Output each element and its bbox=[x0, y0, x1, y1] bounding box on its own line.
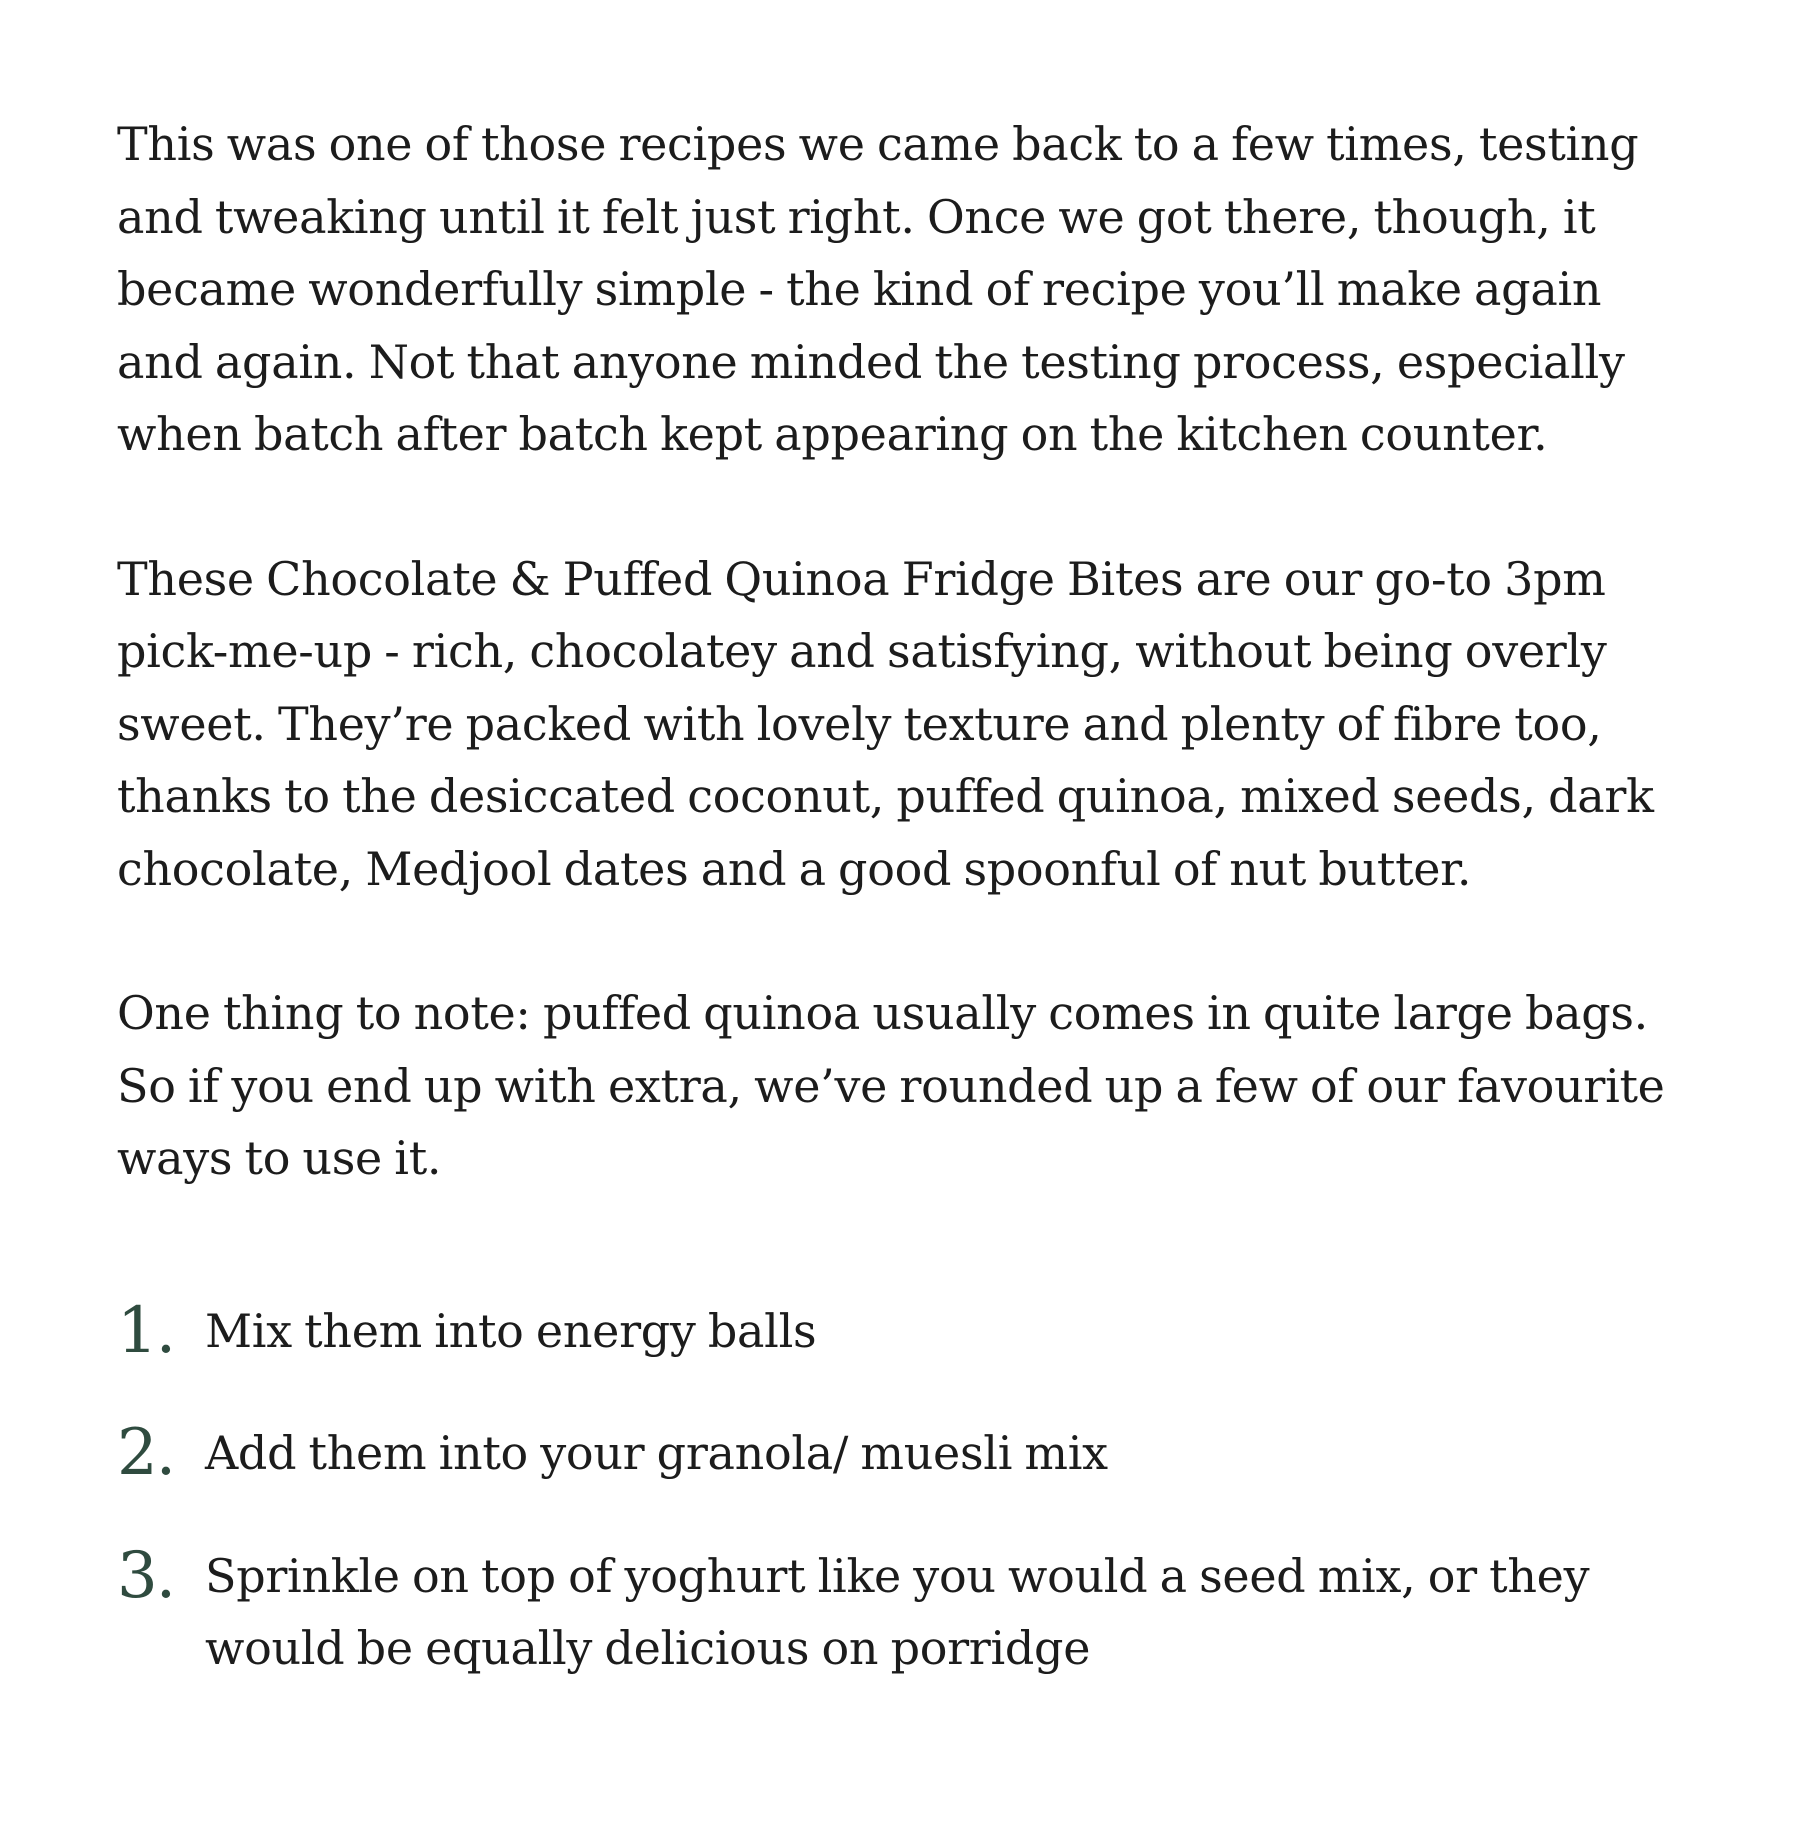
list-number: 3. bbox=[117, 1538, 175, 1613]
list-item-text: Mix them into energy balls bbox=[205, 1303, 817, 1358]
article-body bbox=[117, 108, 1677, 1735]
list-item bbox=[117, 1540, 1677, 1685]
list-item bbox=[117, 1417, 1677, 1490]
description-paragraph: These Chocolate & Puffed Quinoa Fridge Bites are our go-to 3pm pick-me-up - rich, chocolatey and satisfying, without being overly sweet. They’re packed with lovely texture and plenty of fibre too, thanks to the desiccated coconut, puffed quinoa, mixed seeds, dark chocolate, Medjool dates and a good spoonful of nut butter. bbox=[117, 551, 1654, 896]
list-item bbox=[117, 1295, 1677, 1368]
quinoa-uses-list bbox=[117, 1295, 1677, 1685]
intro-paragraph: This was one of those recipes we came back to a few times, testing and tweaking until it felt just right. Once we got there, though, it became wonderfully simple - the kind of recipe you’ll make again and again. Not that anyone minded the testing process, especially when batch after batch kept appearing on the kitchen counter. bbox=[117, 117, 1639, 461]
list-number: 2. bbox=[117, 1416, 175, 1490]
list-item-text: Sprinkle on top of yoghurt like you would a seed mix, or they would be equally delicious on porridge bbox=[205, 1548, 1590, 1675]
list-item-text: Add them into your granola/ muesli mix bbox=[205, 1426, 1108, 1480]
list-number: 1. bbox=[117, 1293, 175, 1368]
note-paragraph: One thing to note: puffed quinoa usually comes in quite large bags. So if you end up with extra, we’ve rounded up a few of our favourite ways to use it. bbox=[117, 986, 1665, 1185]
